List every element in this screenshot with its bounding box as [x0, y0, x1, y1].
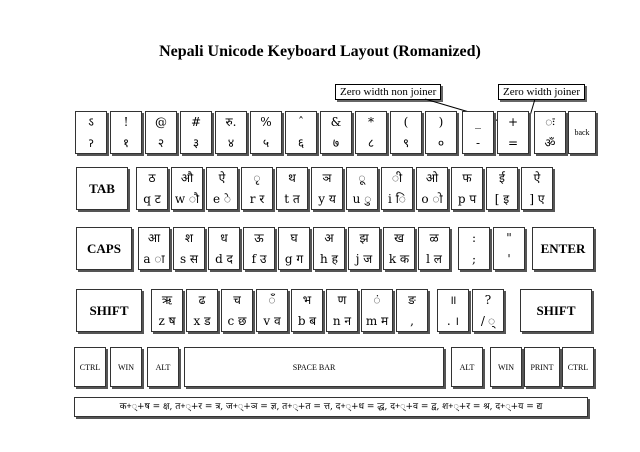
key-shift-char: (	[403, 115, 409, 129]
key-row2-7[interactable]	[346, 167, 378, 210]
key-base-char: u ु	[352, 192, 372, 206]
key-row3-7[interactable]	[348, 227, 380, 270]
key-shift-char: झ	[359, 231, 369, 245]
key-row4-10[interactable]	[472, 289, 504, 332]
key-row2-1[interactable]	[136, 167, 168, 210]
key-row3-2[interactable]	[173, 227, 205, 270]
key-base-char: l ल	[426, 252, 442, 266]
key-label: WIN	[118, 362, 134, 372]
key-row4-7[interactable]	[361, 289, 393, 332]
key-label: SPACE BAR	[292, 362, 336, 372]
key-shift-char: भ	[302, 293, 312, 307]
key-shift-char: ऊ	[254, 231, 264, 245]
key-row2-6[interactable]	[311, 167, 343, 210]
key-ctrl[interactable]	[74, 347, 106, 387]
key-row3-5[interactable]	[278, 227, 310, 270]
key-base-char: . ।	[446, 314, 460, 328]
key-base-char: ८	[367, 136, 375, 150]
key-shift-char: ख	[394, 231, 404, 245]
key-base-char: f उ	[251, 252, 267, 266]
callout-zero-width-non-joiner: Zero width non joiner	[335, 84, 441, 100]
key-shift-char: ऐ	[533, 171, 541, 185]
key-row3-3[interactable]	[208, 227, 240, 270]
key-label: ALT	[155, 362, 171, 372]
key-shift-char: ँ	[268, 293, 276, 307]
key-shift-char: ङ	[408, 293, 416, 307]
key-base-char: ] ए	[529, 192, 545, 206]
key-row1-2[interactable]	[145, 111, 177, 154]
key-shift-char: घ	[290, 231, 298, 245]
key-base-char: -	[475, 136, 481, 150]
key-shift-char: +	[507, 115, 519, 129]
key-row4-9[interactable]	[437, 289, 469, 332]
key-base-char: d द	[215, 252, 233, 266]
key-base-char: x ड	[193, 314, 211, 328]
key-shift-char: %	[260, 115, 272, 129]
page-title: Nepali Unicode Keyboard Layout (Romanized)	[159, 43, 481, 60]
key-label: ENTER	[540, 240, 586, 256]
key-row4-2[interactable]	[186, 289, 218, 332]
key-shift-char: ऽ	[88, 115, 94, 129]
key-base-char: / ्	[480, 314, 496, 328]
key-base-char: '	[507, 252, 511, 266]
key-shift-char: आ	[147, 231, 161, 245]
key-label: SHIFT	[536, 302, 576, 318]
key-row3-6[interactable]	[313, 227, 345, 270]
key-label: WIN	[498, 362, 514, 372]
key-shift-char: ध	[220, 231, 228, 245]
key-base-char: m म	[365, 314, 389, 328]
key-shift-char: ˆ	[298, 115, 304, 129]
key-row2-8[interactable]	[381, 167, 413, 210]
key-shift-char: )	[438, 115, 444, 129]
key-shift-char: !	[123, 115, 129, 129]
key-base-char: z ष	[158, 314, 176, 328]
conjunct-footer: क+्+ष = क्ष, त+्+र = त्र, ज+्+ञ = ज्ञ, त+्+त = त्त, द+्+ध = द्ध, द+्+व = द्व, श+्+र = श्र, द+्+य = द्य	[74, 397, 588, 417]
key-row1-1[interactable]	[110, 111, 142, 154]
key-base-char: ॽ	[88, 136, 94, 150]
key-row3-10[interactable]	[458, 227, 490, 270]
key-shift-char: थ	[288, 171, 296, 185]
key-shift-char: ई	[499, 171, 505, 185]
key-shift-char: ं	[373, 293, 381, 307]
key-tab[interactable]	[76, 167, 128, 210]
key-shift-char: फ	[462, 171, 472, 185]
key-base-char: ;	[471, 252, 477, 266]
key-caps[interactable]	[76, 227, 132, 270]
key-label: CAPS	[87, 240, 121, 256]
key-shift-char: @	[155, 115, 167, 129]
key-shift-char: अ	[324, 231, 334, 245]
key-row1-3[interactable]	[180, 111, 212, 154]
key-shift-char: रु.	[225, 115, 237, 129]
key-shift-char: ऋ	[161, 293, 173, 307]
key-base-char: २	[157, 136, 165, 150]
key-row2-11[interactable]	[486, 167, 518, 210]
key-label: CTRL	[79, 362, 101, 372]
key-base-char: ०	[437, 136, 445, 150]
key-base-char: v व	[263, 314, 281, 328]
key-base-char: k क	[388, 252, 410, 266]
key-shift-char: ॥	[449, 293, 457, 307]
key-shift-char: ठ	[148, 171, 156, 185]
key-row4-6[interactable]	[326, 289, 358, 332]
key-row1-8[interactable]	[355, 111, 387, 154]
key-shift-char: "	[506, 231, 512, 245]
key-row1-12[interactable]	[497, 111, 529, 154]
key-ctrl-right[interactable]	[562, 347, 594, 387]
key-shift-char: ओ	[425, 171, 439, 185]
key-shift-char: &	[330, 115, 342, 129]
key-base-char: w ौ	[174, 192, 200, 206]
key-row4-3[interactable]	[221, 289, 253, 332]
key-shift-char: *	[368, 115, 374, 129]
key-row2-3[interactable]	[206, 167, 238, 210]
key-base-char: १	[122, 136, 130, 150]
key-base-char: ४	[227, 136, 235, 150]
key-base-char: e े	[212, 192, 232, 206]
key-base-char: y य	[318, 192, 336, 206]
key-base-char: j ज	[355, 252, 373, 266]
key-label: PRINT	[530, 362, 554, 372]
key-row1-0[interactable]	[75, 111, 107, 154]
key-alt-right[interactable]	[451, 347, 483, 387]
key-base-char: ॐ	[544, 136, 556, 150]
key-row2-2[interactable]	[171, 167, 203, 210]
key-shift-char: ः	[545, 115, 555, 129]
key-shift-char: ृ	[253, 171, 261, 185]
key-base-char: ५	[262, 136, 270, 150]
key-back[interactable]	[568, 111, 596, 154]
key-label: TAB	[89, 180, 115, 196]
key-base-char: =	[507, 136, 519, 150]
key-shift-char: #	[190, 115, 202, 129]
key-shift-char: ढ	[198, 293, 206, 307]
key-shift-char: श	[184, 231, 194, 245]
key-row1-5[interactable]	[250, 111, 282, 154]
key-row1-13[interactable]	[534, 111, 566, 154]
key-space-bar[interactable]	[184, 347, 444, 387]
key-base-char: [ इ	[494, 192, 510, 206]
key-base-char: a ा	[143, 252, 165, 266]
key-row3-4[interactable]	[243, 227, 275, 270]
key-shift-char: ी	[391, 171, 403, 185]
key-shift-char: ण	[337, 293, 347, 307]
key-row1-9[interactable]	[390, 111, 422, 154]
key-base-char: p प	[457, 192, 477, 206]
key-row4-1[interactable]	[151, 289, 183, 332]
key-row4-4[interactable]	[256, 289, 288, 332]
key-base-char: ६	[297, 136, 305, 150]
key-base-char: i ि	[388, 192, 406, 206]
key-shift-char: ू	[358, 171, 366, 185]
key-shift-char: ?	[484, 293, 492, 307]
key-shift-char: औ	[180, 171, 194, 185]
key-alt[interactable]	[147, 347, 179, 387]
key-base-char: n न	[332, 314, 352, 328]
key-row3-1[interactable]	[138, 227, 170, 270]
key-base-char: g ग	[284, 252, 304, 266]
key-base-char: ७	[332, 136, 340, 150]
key-label: ALT	[459, 362, 475, 372]
key-base-char: ३	[192, 136, 200, 150]
key-shift-right[interactable]	[520, 289, 592, 332]
key-base-char: ९	[402, 136, 410, 150]
key-base-char: s स	[179, 252, 199, 266]
key-base-char: t त	[284, 192, 300, 206]
key-shift-char: च	[233, 293, 241, 307]
key-shift-char: :	[471, 231, 477, 245]
key-base-char: ,	[410, 314, 414, 328]
key-row2-4[interactable]	[241, 167, 273, 210]
key-row3-8[interactable]	[383, 227, 415, 270]
key-row1-10[interactable]	[425, 111, 457, 154]
key-win-right[interactable]	[490, 347, 522, 387]
key-row2-10[interactable]	[451, 167, 483, 210]
key-row3-9[interactable]	[418, 227, 450, 270]
key-row2-5[interactable]	[276, 167, 308, 210]
key-shift-char: ऐ	[218, 171, 226, 185]
key-label: CTRL	[567, 362, 589, 372]
key-base-char: q ट	[143, 192, 161, 206]
key-base-char: c छ	[227, 314, 247, 328]
callout-zero-width-joiner: Zero width joiner	[498, 84, 585, 100]
key-label: SHIFT	[89, 302, 129, 318]
key-row1-4[interactable]	[215, 111, 247, 154]
key-shift[interactable]	[76, 289, 142, 332]
key-row1-6[interactable]	[285, 111, 317, 154]
key-print-right[interactable]	[524, 347, 560, 387]
key-shift-char: _	[475, 115, 481, 129]
key-base-char: h ह	[320, 252, 338, 266]
key-base-char: o ो	[421, 192, 443, 206]
key-row1-11[interactable]	[462, 111, 494, 154]
key-label: back	[574, 128, 590, 137]
key-row3-11[interactable]	[493, 227, 525, 270]
key-row2-12[interactable]	[521, 167, 553, 210]
key-enter[interactable]	[532, 227, 594, 270]
key-base-char: r र	[249, 192, 265, 206]
key-shift-char: ञ	[322, 171, 332, 185]
key-row4-8[interactable]	[396, 289, 428, 332]
key-shift-char: ळ	[429, 231, 439, 245]
key-win[interactable]	[110, 347, 142, 387]
key-row4-5[interactable]	[291, 289, 323, 332]
key-row1-7[interactable]	[320, 111, 352, 154]
key-row2-9[interactable]	[416, 167, 448, 210]
key-base-char: b ब	[297, 314, 317, 328]
